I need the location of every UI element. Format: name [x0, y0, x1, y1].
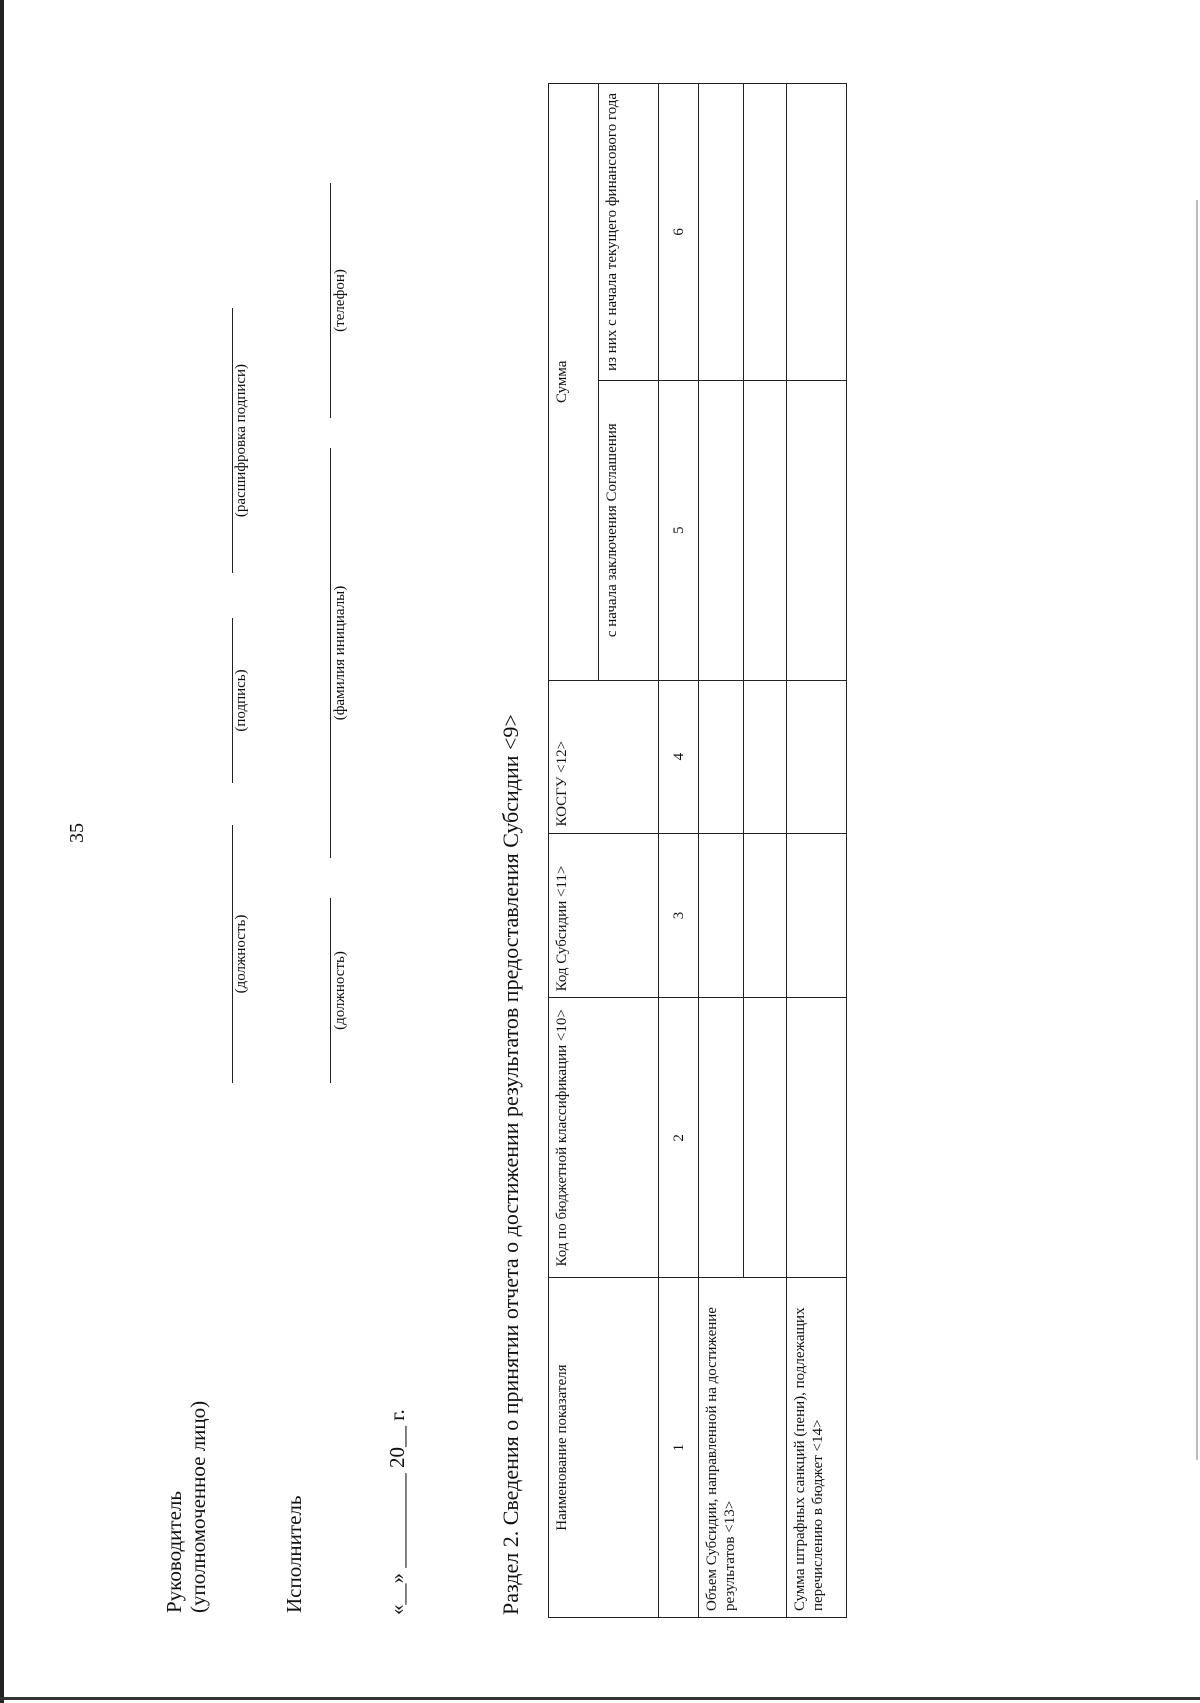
table-cell	[699, 380, 744, 680]
table-cell	[699, 680, 744, 833]
column-numbers-row	[659, 84, 699, 1618]
column-number: 5	[659, 380, 699, 680]
column-number: 4	[659, 680, 699, 833]
table-cell	[744, 84, 787, 381]
table-cell	[744, 380, 787, 680]
table-cell	[787, 833, 847, 998]
table-cell	[787, 380, 847, 680]
header-kosgu: КОСГУ <12>	[549, 680, 659, 833]
head-position-caption: (должность)	[233, 914, 249, 994]
table-cell	[744, 998, 787, 1278]
executor-position-line	[330, 898, 331, 1083]
date-line: «__» _________ 20__ г.	[385, 1409, 409, 1615]
executor-phone-caption: (телефон)	[332, 269, 348, 332]
table-row	[699, 84, 744, 1618]
table-cell	[787, 84, 847, 381]
table-cell	[699, 84, 744, 381]
header-since-year: из них с начала текущего финансового года	[599, 84, 659, 381]
header-subsidy-code: Код Субсидии <11>	[549, 833, 659, 998]
head-signature-caption: (подпись)	[233, 669, 249, 732]
executor-name-caption: (фамилия инициалы)	[332, 585, 348, 721]
section-title: Раздел 2. Сведения о принятии отчета о достижении результатов предоставления Субсидии <9>	[498, 714, 523, 1615]
page-number: 35	[66, 823, 88, 843]
results-table	[548, 83, 847, 1618]
column-number: 2	[659, 998, 699, 1278]
header-indicator: Наименование показателя	[549, 1278, 659, 1618]
row-name: Сумма штрафных санкций (пени), подлежащих перечислению в бюджет <14>	[787, 1278, 847, 1618]
executor-position-caption: (должность)	[332, 951, 348, 1030]
table-row	[787, 84, 847, 1618]
head-label-line1: Руководитель	[162, 1491, 186, 1613]
row-name: Объем Субсидии, направленной на достижение результатов <13>	[699, 1278, 787, 1618]
executor-name-line	[330, 448, 331, 858]
column-number: 3	[659, 833, 699, 998]
table-cell	[744, 833, 787, 998]
table-cell	[787, 680, 847, 833]
table-cell	[744, 680, 787, 833]
table-header-row	[549, 84, 599, 1618]
table-cell	[699, 833, 744, 998]
executor-label: Исполнитель	[282, 1495, 306, 1613]
head-label-line2: (уполномоченное лицо)	[186, 1400, 210, 1613]
table-cell	[787, 998, 847, 1278]
head-decoding-caption: (расшифровка подписи)	[233, 363, 249, 518]
header-bcc: Код по бюджетной классификации <10>	[549, 998, 659, 1278]
column-number: 6	[659, 84, 699, 381]
header-sum: Сумма	[549, 84, 599, 681]
executor-phone-line	[330, 183, 331, 418]
head-label	[162, 1401, 210, 1613]
header-since-agreement: с начала заключения Соглашения	[599, 380, 659, 680]
column-number: 1	[659, 1278, 699, 1618]
table-cell	[699, 998, 744, 1278]
